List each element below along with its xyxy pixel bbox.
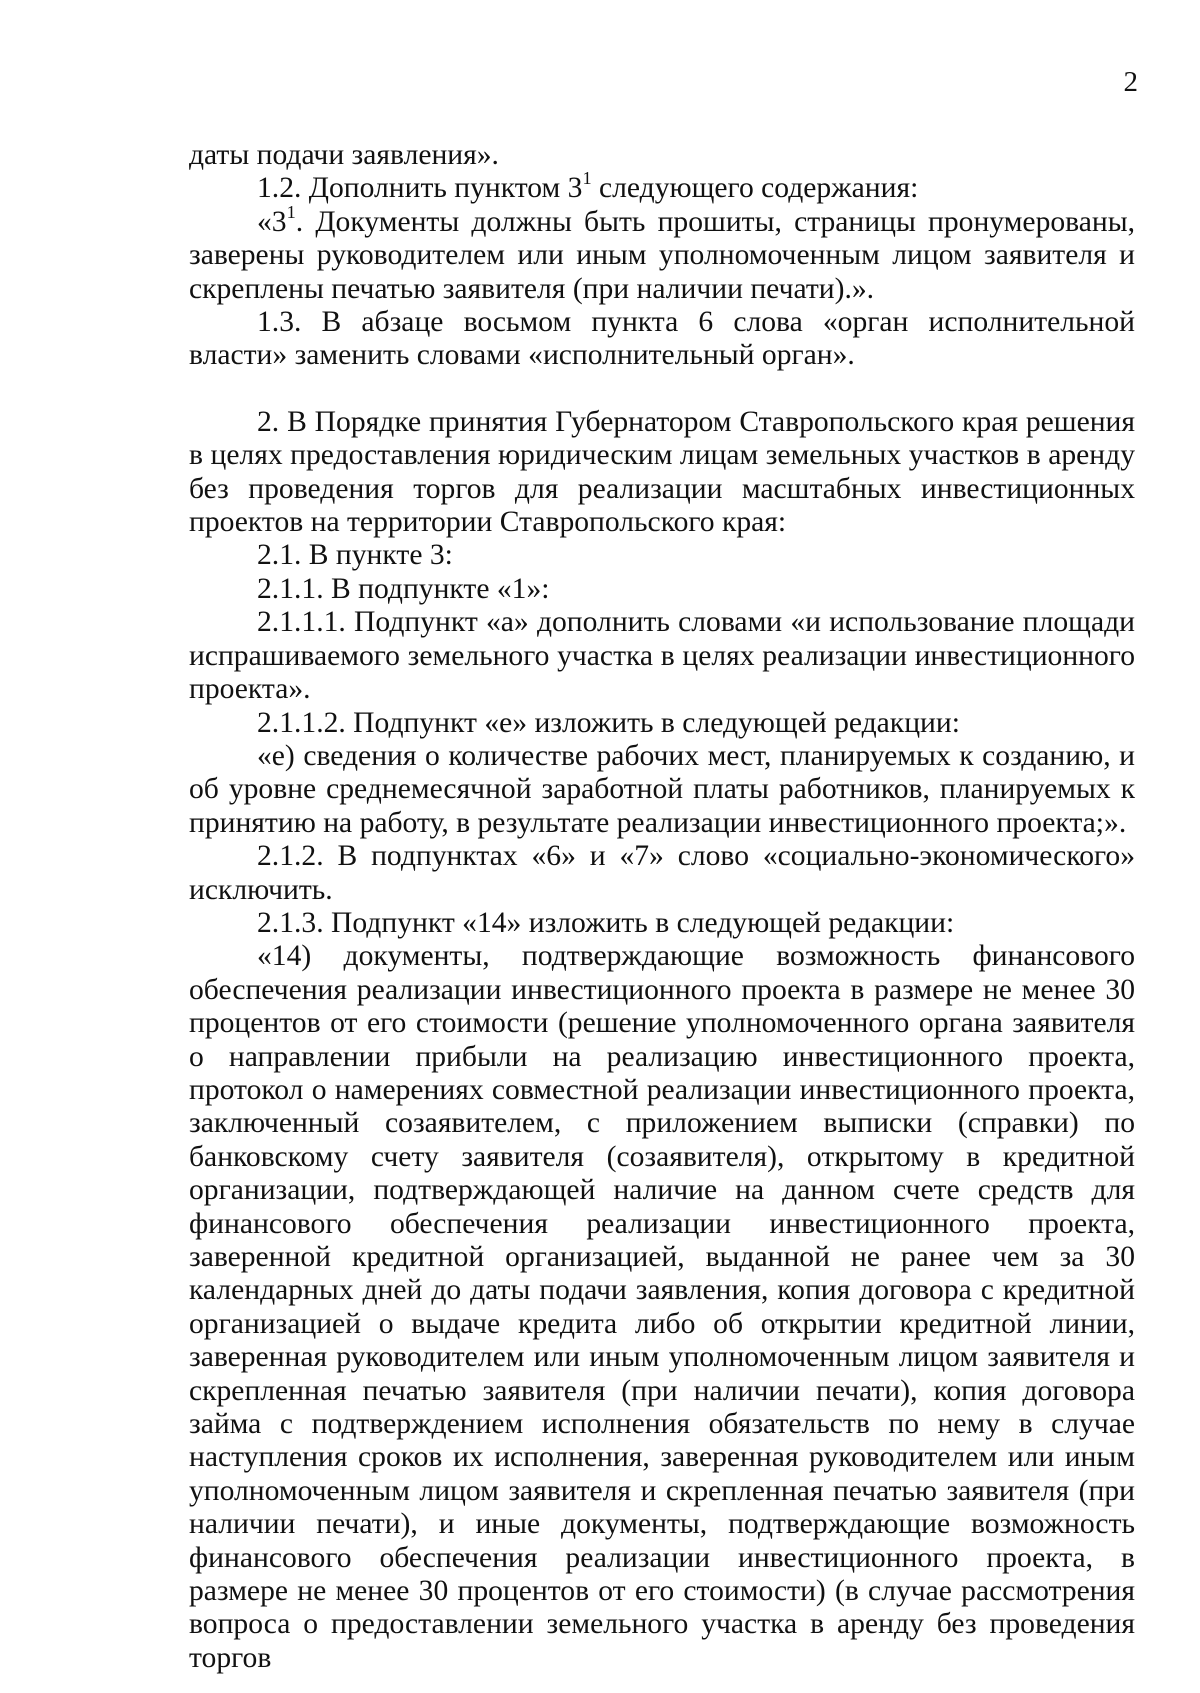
paragraph-2-1: 2.1. В пункте 3: [257,539,453,572]
paragraph-2-1-1-2: 2.1.1.2. Подпункт «е» изложить в следующей редакции: [257,706,960,739]
paragraph-3-1-before: «3 [257,205,287,238]
paragraph-3-1-after: . Документы должны быть прошиты, страницы пронумерованы, заверены руководителем или иным уполномоченным лицом заявителя и скреплены печатью заявителя (при наличии печати).». [189,205,1135,305]
paragraph-1-2-before: 1.2. Дополнить пунктом 3 [257,172,583,205]
paragraph-2-1-3: 2.1.3. Подпункт «14» изложить в следующей редакции: [257,906,955,939]
paragraph-2: 2. В Порядке принятия Губернатором Ставропольского края решения в целях предоставления юридическим лицам земельных участков в аренду без проведения торгов для реализации масштабных инвестиционных проектов на территории Ставропольского края: [189,405,1135,539]
paragraph-1-2-after: следующего содержания: [591,172,919,205]
paragraph-intro-tail: даты подачи заявления». [189,139,499,171]
page-number: 2 [1123,66,1138,98]
paragraph-1-2-superscript: 1 [582,168,592,189]
document-body [189,139,1135,1675]
paragraph-2-1-2: 2.1.2. В подпунктах «6» и «7» слово «социально-экономического» исключить. [189,840,1135,906]
paragraph-1-3: 1.3. В абзаце восьмом пункта 6 слова «орган исполнительной власти» заменить словами «исполнительный орган». [189,306,1135,372]
paragraph-e-quote: «е) сведения о количестве рабочих мест, планируемых к созданию, и об уровне среднемесячной заработной платы работников, планируемых к принятию на работу, в результате реализации инвестиционного проекта;». [189,739,1135,839]
paragraph-1-2 [189,168,1135,205]
paragraph-2-1-1: 2.1.1. В подпункте «1»: [257,572,550,605]
paragraph-2-1-1-1: 2.1.1.1. Подпункт «а» дополнить словами «и использование площади испрашиваемого земельного участка в целях реализации инвестиционного проекта». [189,606,1135,706]
paragraph-3-1-superscript: 1 [286,201,296,222]
paragraph-14-quote: «14) документы, подтверждающие возможность финансового обеспечения реализации инвестиционного проекта в размере не менее 30 процентов от его стоимости (решение уполномоченного органа заявителя о направлении прибыли на реализацию инвестиционного проекта, протокол о намерениях совместной реализации инвестиционного проекта, заключенный созаявителем, с приложением выписки (справки) по банковскому счету заявителя (созаявителя), открытому в кредитной организации, подтверждающей наличие на данном счете средств для финансового обеспечения реализации инвестиционного проекта, заверенной кредитной организацией, выданной не ранее чем за 30 календарных дней до даты подачи заявления, копия договора с кредитной организацией о выдаче кредита либо об открытии кредитной линии, заверенная руководителем или иным уполномоченным лицом заявителя и скрепленная печатью заявителя (при наличии печати), копия договора займа с подтверждением исполнения обязательств по нему в случае наступления сроков их исполнения, заверенная руководителем или иным уполномоченным лицом заявителя и скрепленная печатью заявителя (при наличии печати), и иные документы, подтверждающие возможность финансового обеспечения реализации инвестиционного проекта, в размере не менее 30 процентов от его стоимости) (в случае рассмотрения вопроса о предоставлении земельного участка в аренду без проведения торгов [189,940,1135,1674]
paragraph-3-1-quote [189,201,1135,306]
